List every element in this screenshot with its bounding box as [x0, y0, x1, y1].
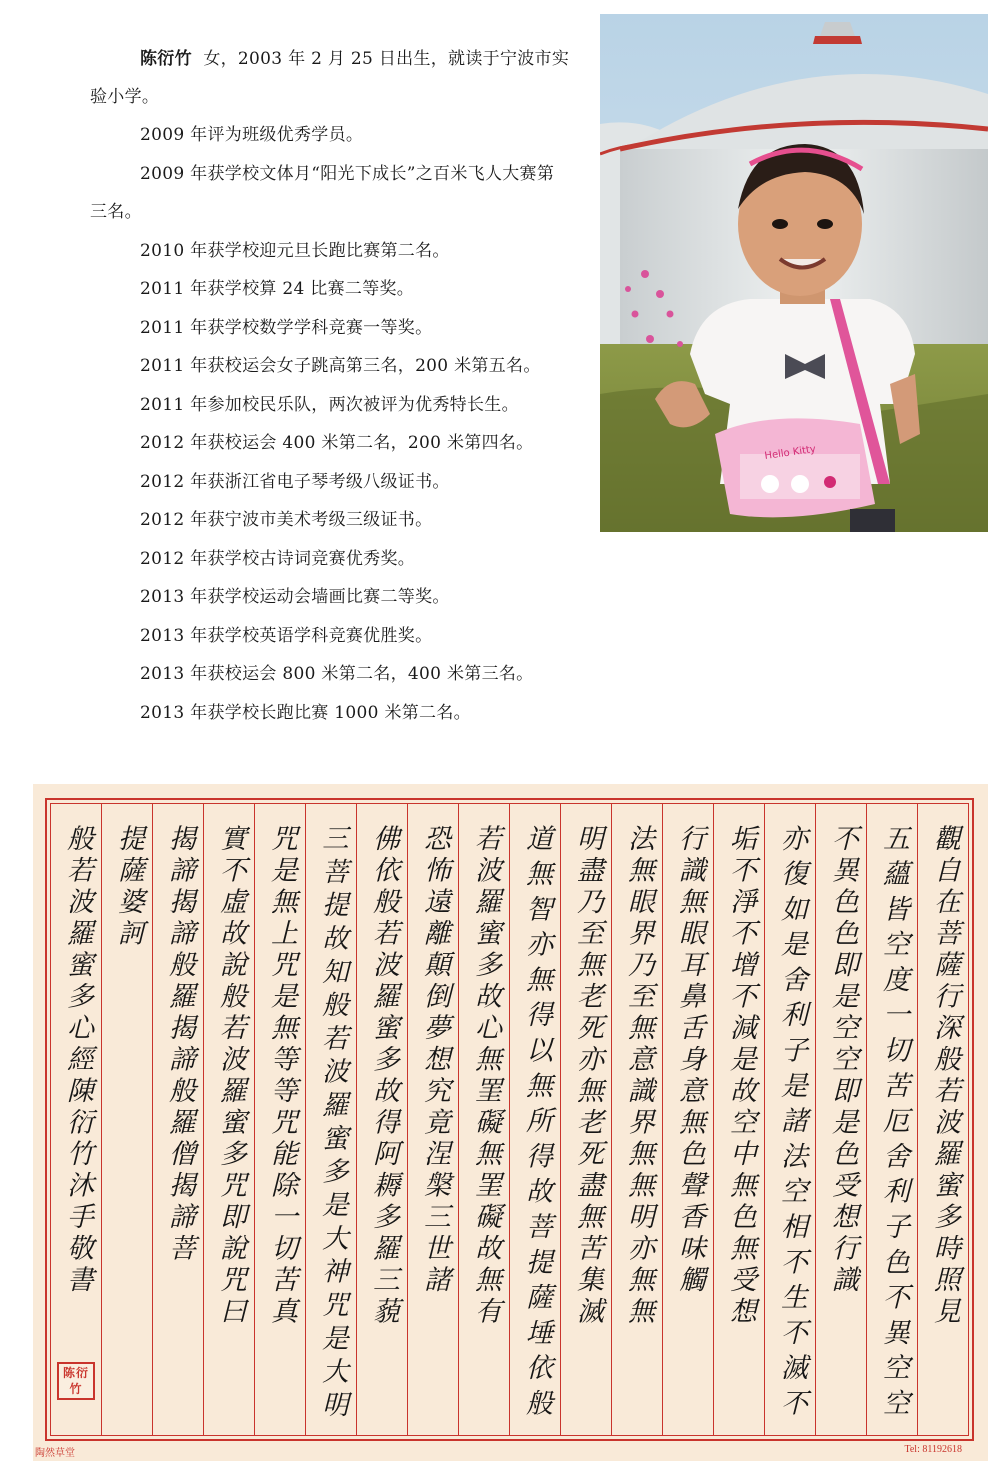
calligraphy-column — [611, 804, 662, 1435]
column-text: 五蘊皆空度一切苦厄舍利子色不異空空 — [878, 824, 909, 1424]
calligraphy-column — [51, 804, 101, 1435]
calligraphy-column — [152, 804, 203, 1435]
column-text: 法無眼界乃至無意識界無無明亦無無 — [623, 824, 654, 1328]
awards-list — [90, 116, 570, 732]
column-text: 佛依般若波羅蜜多故得阿耨多羅三藐 — [368, 824, 399, 1328]
calligraphy-column — [356, 804, 407, 1435]
column-text: 三菩提故知般若波羅蜜多是大神咒是大明 — [317, 824, 348, 1424]
award-item: 2012 年获校运会 400 米第二名，200 米第四名。 — [140, 433, 534, 453]
column-text: 行識無眼耳鼻舌身意無色聲香味觸 — [674, 824, 705, 1297]
column-text: 若波羅蜜多故心無罣礙無罣礙故無有 — [470, 824, 501, 1328]
column-text: 般若波羅蜜多心經陳衍竹沐手敬書 — [62, 824, 93, 1297]
column-text: 實不虛故說般若波羅蜜多咒即說咒曰 — [215, 824, 246, 1328]
award-item: 2011 年获学校算 24 比赛二等奖。 — [140, 279, 415, 299]
studio-name: 陶然草堂 — [35, 1448, 75, 1459]
column-text: 垢不淨不增不減是故空中無色無受想 — [725, 824, 756, 1328]
column-text: 恐怖遠離顛倒夢想究竟涅槃三世諸 — [419, 824, 450, 1297]
column-text: 提薩婆訶 — [113, 824, 144, 950]
award-item: 2010 年获学校迎元旦长跑比赛第二名。 — [140, 240, 450, 261]
award-item: 2009 年获学校文体月“阳光下成长”之百米飞人大赛第三名。 — [90, 163, 555, 222]
calligraphy-column — [458, 804, 509, 1435]
calligraphy-column — [407, 804, 458, 1435]
calligraphy-column — [815, 804, 866, 1435]
award-item: 2012 年获浙江省电子琴考级八级证书。 — [140, 471, 450, 492]
calligraphy-column — [713, 804, 764, 1435]
column-text: 明盡乃至無老死亦無老死盡無苦集滅 — [572, 824, 603, 1328]
person-name: 陈衍竹 — [140, 49, 192, 69]
column-text: 不異色色即是空空即是色受想行識 — [827, 824, 858, 1297]
calligraphy-column — [866, 804, 917, 1435]
award-item: 2013 年获学校长跑比赛 1000 米第二名。 — [140, 702, 471, 723]
studio-telephone: Tel: 81192618 — [904, 1444, 962, 1455]
calligraphy-column — [764, 804, 815, 1435]
column-text: 亦復如是舍利子是諸法空相不生不滅不 — [776, 824, 807, 1424]
bio-intro-text: 女，2003 年 2 月 25 日出生，就读于宁波市实验小学。 — [90, 49, 570, 107]
red-seal-stamp — [57, 1362, 95, 1400]
award-item: 2011 年获校运会女子跳高第三名，200 米第五名。 — [140, 356, 541, 376]
award-item: 2013 年获校运会 800 米第二名，400 米第三名。 — [140, 664, 534, 684]
award-item: 2012 年获学校古诗词竞赛优秀奖。 — [140, 548, 416, 569]
bag-logo: Hello Kitty — [763, 443, 817, 462]
award-item: 2011 年获学校数学学科竞赛一等奖。 — [140, 317, 433, 338]
column-text: 咒是無上咒是無等等咒能除一切苦真 — [266, 824, 297, 1328]
calligraphy-column — [917, 804, 968, 1435]
award-item: 2013 年获学校英语学科竞赛优胜奖。 — [140, 625, 433, 646]
award-item: 2013 年获学校运动会墙画比赛二等奖。 — [140, 587, 450, 607]
calligraphy-column — [203, 804, 254, 1435]
award-item: 2009 年评为班级优秀学员。 — [140, 125, 364, 145]
calligraphy-column — [254, 804, 305, 1435]
calligraphy-columns — [51, 804, 968, 1435]
column-text: 觀自在菩薩行深般若波羅蜜多時照見 — [929, 824, 960, 1328]
calligraphy-column — [560, 804, 611, 1435]
seal-text: 陈衍竹 — [62, 1366, 89, 1396]
award-item: 2012 年获宁波市美术考级三级证书。 — [140, 510, 433, 530]
calligraphy-column — [305, 804, 356, 1435]
calligraphy-sheet — [33, 784, 988, 1461]
column-text: 道無智亦無得以無所得故菩提薩埵依般 — [521, 824, 552, 1424]
biography — [90, 40, 570, 732]
calligraphy-column — [101, 804, 152, 1435]
portrait-photo — [600, 14, 988, 532]
column-text: 揭諦揭諦般羅揭諦般羅僧揭諦菩 — [164, 824, 195, 1265]
calligraphy-column — [662, 804, 713, 1435]
bio-intro — [90, 40, 570, 116]
calligraphy-column — [509, 804, 560, 1435]
award-item: 2011 年参加校民乐队，两次被评为优秀特长生。 — [140, 394, 519, 415]
